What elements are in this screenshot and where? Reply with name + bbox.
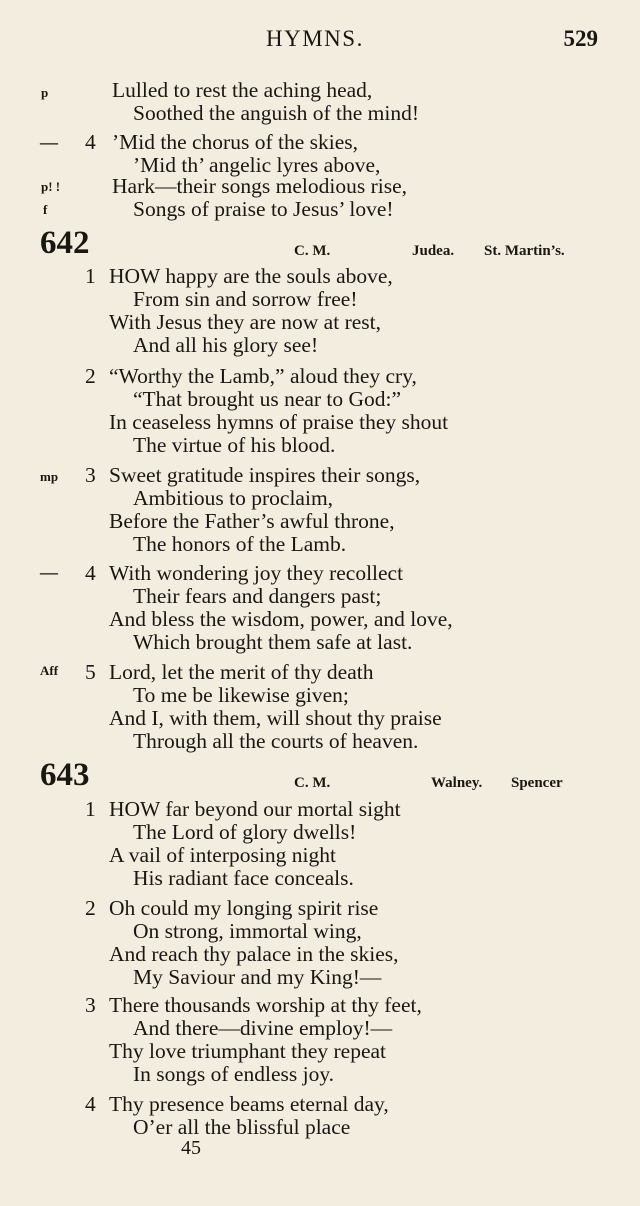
hymn-line: HOW far beyond our mortal sight bbox=[109, 797, 401, 821]
dynamic-mark: mp bbox=[40, 469, 59, 484]
hymn-line: Lord, let the merit of thy death bbox=[109, 660, 374, 684]
hymn-line: The virtue of his blood. bbox=[133, 433, 336, 457]
hymn-line: In songs of endless joy. bbox=[133, 1062, 335, 1086]
hymn-line: There thousands worship at thy feet, bbox=[109, 993, 422, 1017]
hymn-line: Their fears and dangers past; bbox=[133, 584, 382, 608]
hymn-line: “Worthy the Lamb,” aloud they cry, bbox=[109, 364, 417, 388]
verse-number: 1 bbox=[85, 264, 96, 288]
hymn-line: Oh could my longing spirit rise bbox=[109, 896, 379, 920]
hymn-line: On strong, immortal wing, bbox=[133, 919, 362, 943]
running-head bbox=[0, 26, 640, 56]
hymn-number: 643 bbox=[40, 757, 90, 793]
hymn-line: A vail of interposing night bbox=[109, 843, 336, 867]
hymn-line: And there—divine employ!— bbox=[133, 1016, 393, 1040]
dynamic-mark: p bbox=[41, 85, 49, 100]
dynamic-mark: Aff bbox=[40, 663, 59, 678]
hymn-tune: Spencer bbox=[511, 775, 563, 791]
hymn-line: And all his glory see! bbox=[133, 333, 319, 357]
dynamic-mark: p! ! bbox=[41, 179, 61, 194]
hymn-line: Before the Father’s awful throne, bbox=[109, 509, 395, 533]
verse-number: 5 bbox=[85, 660, 96, 684]
verse-number: 2 bbox=[85, 364, 96, 388]
hymn-line: “That brought us near to God:” bbox=[133, 387, 402, 411]
hymn-meter: C. M. bbox=[294, 775, 331, 791]
hymn-line: And I, with them, will shout thy praise bbox=[109, 706, 442, 730]
hymn-line: ’Mid th’ angelic lyres above, bbox=[133, 153, 381, 177]
signature-mark: 45 bbox=[181, 1137, 201, 1159]
hymn-line: HOW happy are the souls above, bbox=[109, 264, 393, 288]
hymn-line: Soothed the anguish of the mind! bbox=[133, 101, 420, 125]
verse-number: 4 bbox=[85, 1092, 96, 1116]
hymn-line: My Saviour and my King!— bbox=[133, 965, 382, 989]
hymn-line: With Jesus they are now at rest, bbox=[109, 310, 381, 334]
hymn-line: Sweet gratitude inspires their songs, bbox=[109, 463, 421, 487]
hymn-line: Songs of praise to Jesus’ love! bbox=[133, 197, 394, 221]
page-number: 529 bbox=[563, 26, 598, 51]
hymn-line: Hark—their songs melodious rise, bbox=[112, 174, 407, 198]
hymn-line: And bless the wisdom, power, and love, bbox=[109, 607, 453, 631]
hymn-line: Lulled to rest the aching head, bbox=[112, 78, 373, 102]
hymn-line: Which brought them safe at last. bbox=[133, 630, 413, 654]
hymn-line: Ambitious to proclaim, bbox=[133, 486, 334, 510]
hymn-tune: Walney. bbox=[431, 775, 483, 791]
hymn-line: ’Mid the chorus of the skies, bbox=[112, 130, 359, 154]
hymn-line: Through all the courts of heaven. bbox=[133, 729, 419, 753]
dynamic-mark: — bbox=[40, 562, 58, 582]
dynamic-mark: — bbox=[40, 132, 58, 152]
running-title: HYMNS. bbox=[266, 26, 364, 51]
hymn-number: 642 bbox=[40, 225, 90, 261]
hymn-line: The honors of the Lamb. bbox=[133, 532, 347, 556]
hymn-meter: C. M. bbox=[294, 243, 331, 259]
verse-number: 3 bbox=[85, 463, 96, 487]
verse-number: 4 bbox=[85, 130, 96, 154]
hymn-line: The Lord of glory dwells! bbox=[133, 820, 357, 844]
hymn-tune: Judea. bbox=[412, 243, 455, 259]
hymn-line: O’er all the blissful place bbox=[133, 1115, 351, 1139]
hymn-line: And reach thy palace in the skies, bbox=[109, 942, 399, 966]
hymn-line: To me be likewise given; bbox=[133, 683, 349, 707]
verse-number: 4 bbox=[85, 561, 96, 585]
hymn-line: In ceaseless hymns of praise they shout bbox=[109, 410, 449, 434]
hymn-line: With wondering joy they recollect bbox=[109, 561, 404, 585]
verse-number: 1 bbox=[85, 797, 96, 821]
hymn-line: Thy love triumphant they repeat bbox=[109, 1039, 387, 1063]
verse-number: 3 bbox=[85, 993, 96, 1017]
verse-number: 2 bbox=[85, 896, 96, 920]
hymn-line: Thy presence beams eternal day, bbox=[109, 1092, 389, 1116]
hymn-line: His radiant face conceals. bbox=[133, 866, 354, 890]
hymn-tune: St. Martin’s. bbox=[484, 243, 565, 259]
dynamic-mark: f bbox=[43, 202, 48, 217]
hymn-line: From sin and sorrow free! bbox=[133, 287, 358, 311]
